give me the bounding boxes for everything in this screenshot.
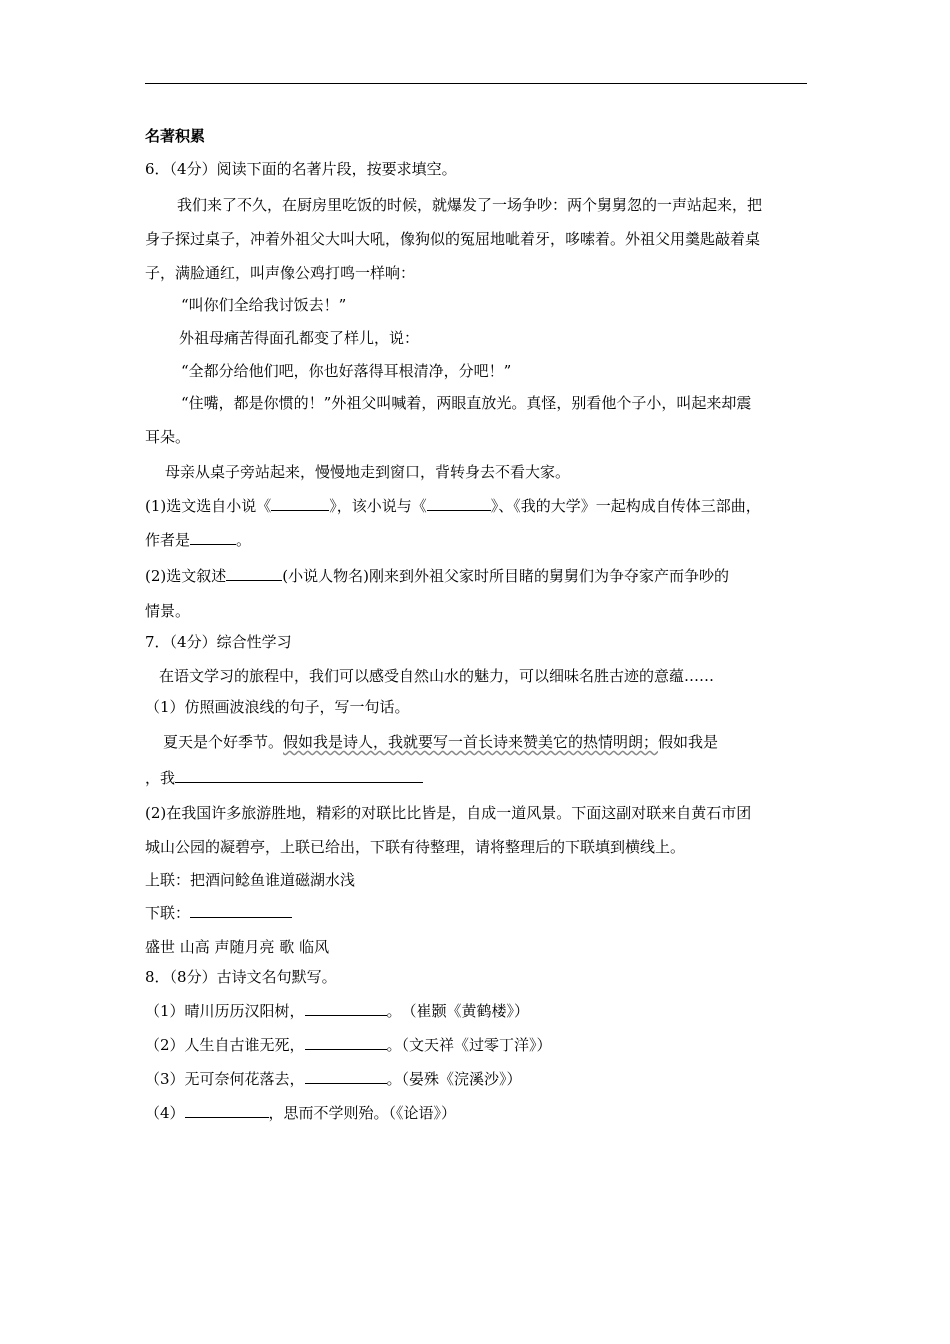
- q7-word-bank: 盛世 山高 声随月亮 歌 临风: [145, 938, 330, 956]
- q8-item-3: [145, 1069, 807, 1089]
- q6-sub1-text-d: 作者是: [145, 531, 191, 549]
- q8-item-4-pre: （4）: [145, 1104, 185, 1122]
- q7-answer-prefix: ，我: [145, 769, 176, 787]
- header-rule: [145, 83, 807, 84]
- q6-passage-line-2: 身子探过桌子，冲着外祖父大叫大吼，像狗似的冤屈地呲着牙，哆嗦着。外祖父用羹匙敲着桌: [145, 230, 761, 248]
- q8-heading: 8．（8分）古诗文名句默写。: [145, 968, 337, 986]
- q8-item-1-pre: （1）晴川历历汉阳树，: [145, 1002, 305, 1020]
- document-body: [145, 126, 807, 1123]
- q6-passage-line-8: 耳朵。: [145, 428, 191, 446]
- q7-sample-text-a: 夏天是个好季节。: [163, 733, 284, 751]
- q6-passage-line-7: “住嘴，都是你惯的！”外祖父叫喊着，两眼直放光。真怪，别看他个子小，叫起来却震: [181, 394, 752, 412]
- q8-item-2-post: 。（文天祥《过零丁洋》）: [386, 1036, 552, 1054]
- q8-item-1: [145, 1001, 807, 1021]
- q8-item-1-post: 。 （崔颢《黄鹤楼》）: [386, 1002, 530, 1020]
- q7-sample-text-b: 假如我是: [658, 733, 719, 751]
- q7-heading: 7．（4分）综合性学习: [145, 633, 292, 651]
- q8-blank-2[interactable]: [305, 1035, 387, 1050]
- q6-passage-line-1: 我们来了不久，在厨房里吃饭的时候，就爆发了一场争吵：两个舅舅忽的一声站起来，把: [177, 196, 763, 214]
- q8-item-2: [145, 1035, 807, 1055]
- q6-sub1-line-2: [145, 530, 807, 550]
- q8-item-3-post: 。（晏殊《浣溪沙》）: [386, 1070, 522, 1088]
- q8-item-2-pre: （2）人生自古谁无死，: [145, 1036, 305, 1054]
- q6-blank-novel-2[interactable]: [427, 496, 491, 511]
- q7-sample-sentence: [145, 732, 807, 752]
- q6-passage-line-4: “叫你们全给我讨饭去！”: [181, 296, 347, 314]
- q8-item-4: [145, 1103, 807, 1123]
- q7-sub1: （1）仿照画波浪线的句子，写一句话。: [145, 698, 410, 716]
- q6-sub2-text-b: (小说人物名)刚来到外祖父家时所目睹的舅舅们为争夺家产而争吵的: [282, 567, 729, 585]
- q7-lower-label: 下联：: [145, 904, 191, 922]
- q6-passage-line-6: “全都分给他们吧，你也好落得耳根清净，分吧！”: [181, 362, 512, 380]
- q6-sub1-line-1: [145, 496, 807, 516]
- q8-item-4-post: ，思而不学则殆。（《论语》）: [268, 1104, 457, 1122]
- q7-answer-line: [145, 768, 807, 788]
- q7-intro: 在语文学习的旅程中，我们可以感受自然山水的魅力，可以细味名胜古迹的意蕴……: [159, 667, 715, 685]
- section-title: 名著积累: [145, 127, 206, 145]
- q6-sub1-text-c: 》、《我的大学》一起构成自传体三部曲，: [490, 497, 761, 515]
- q6-blank-novel-1[interactable]: [271, 496, 329, 511]
- q7-blank-lower-couplet[interactable]: [190, 903, 292, 918]
- q6-sub2-text-a: (2)选文叙述: [145, 567, 227, 585]
- q8-blank-3[interactable]: [305, 1069, 387, 1084]
- q6-blank-character[interactable]: [226, 566, 282, 581]
- q7-sample-wavy-text: 假如我是诗人，我就要写一首长诗来赞美它的热情明朗；: [283, 733, 659, 751]
- q7-lower-couplet: [145, 903, 807, 923]
- q7-sub2-line-2: 城山公园的凝碧亭，上联已给出，下联有待整理，请将整理后的下联填到横线上。: [145, 838, 686, 856]
- q7-upper-couplet: 上联：把酒问鲶鱼谁道磁湖水浅: [145, 871, 356, 889]
- q6-sub1-text-b: 》，该小说与《: [329, 497, 427, 515]
- q6-passage-line-5: 外祖母痛苦得面孔都变了样儿，说：: [179, 329, 420, 347]
- q6-blank-author[interactable]: [190, 530, 236, 545]
- q8-blank-4[interactable]: [185, 1103, 269, 1118]
- q8-item-3-pre: （3）无可奈何花落去，: [145, 1070, 305, 1088]
- q8-blank-1[interactable]: [305, 1001, 387, 1016]
- q6-sub1-text-e: 。: [236, 531, 252, 549]
- q6-sub2-line-1: [145, 566, 807, 586]
- q6-heading: 6．（4分）阅读下面的名著片段，按要求填空。: [145, 160, 457, 178]
- q6-passage-line-9: 母亲从桌子旁站起来，慢慢地走到窗口，背转身去不看大家。: [165, 463, 571, 481]
- q6-sub2-line-2: 情景。: [145, 602, 191, 620]
- q7-blank-sentence[interactable]: [175, 768, 423, 783]
- q6-passage-line-3: 子，满脸通红，叫声像公鸡打鸣一样响：: [145, 264, 416, 282]
- q6-sub1-text-a: (1)选文选自小说《: [145, 497, 272, 515]
- q7-sub2-line-1: (2)在我国许多旅游胜地，精彩的对联比比皆是，自成一道风景。下面这副对联来自黄石市团: [145, 804, 752, 822]
